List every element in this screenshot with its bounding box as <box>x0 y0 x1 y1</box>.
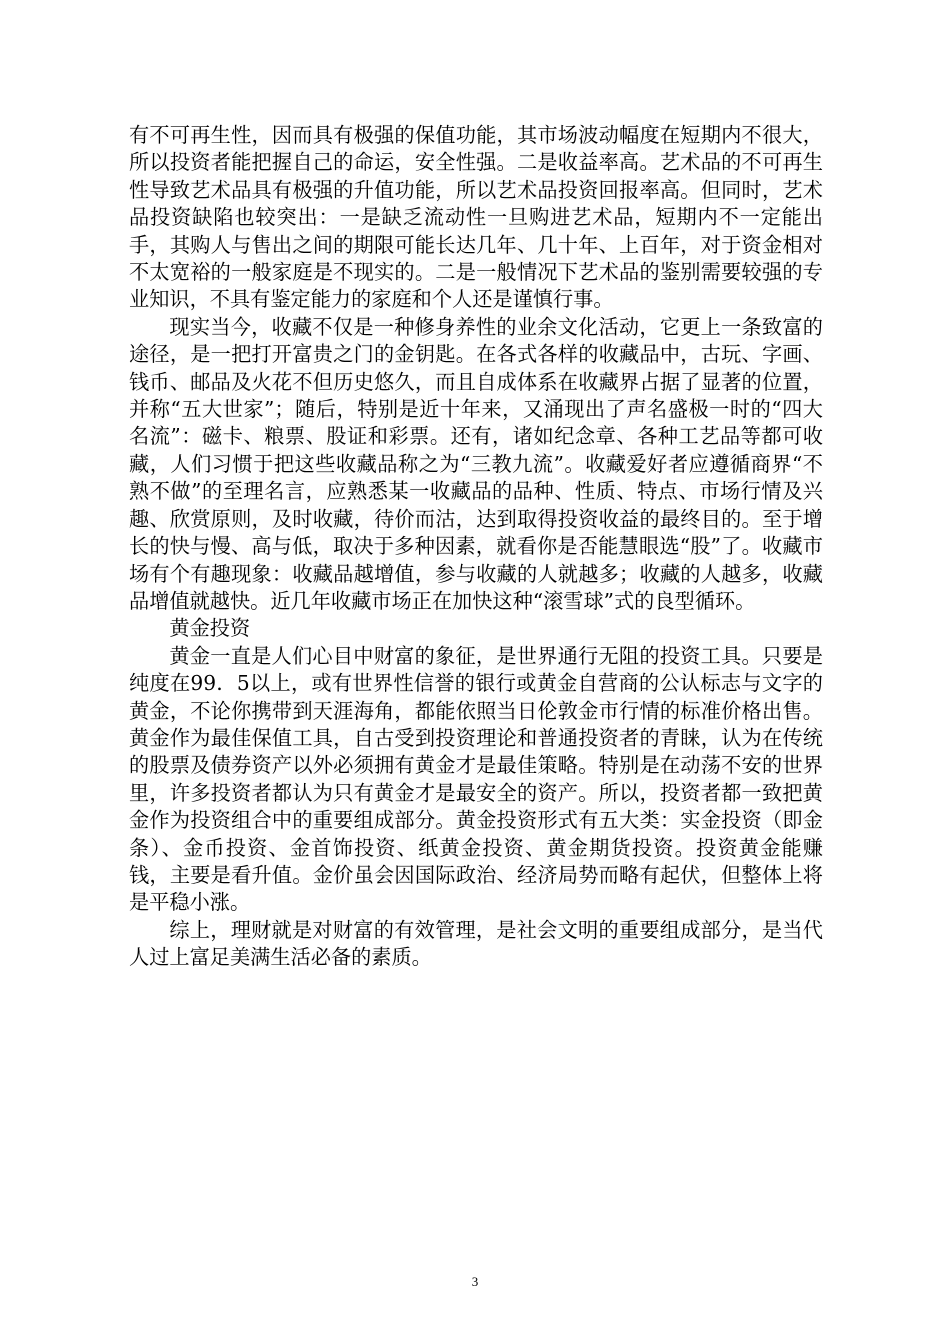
page-number: 3 <box>471 1274 479 1289</box>
paragraph-conclusion: 综上，理财就是对财富的有效管理，是社会文明的重要组成部分，是当代人过上富足美满生活必备的素质。 <box>129 917 823 970</box>
paragraph-gold-investment: 黄金一直是人们心目中财富的象征，是世界通行无阻的投资工具。只要是纯度在99．5以上，或有世界性信誉的银行或黄金自营商的公认标志与文字的黄金，不论你携带到天涯海角，都能依照当日伦敦金市行情的标准价格出售。黄金作为最佳保值工具，自古受到投资理论和普通投资者的青睐，认为在传统的股票及债券资产以外必须拥有黄金才是最佳策略。特别是在动荡不安的世界里，许多投资者都认为只有黄金才是最安全的资产。所以，投资者都一致把黄金作为投资组合中的重要组成部分。黄金投资形式有五大类：实金投资（即金条）、金币投资、金首饰投资、纸黄金投资、黄金期货投资。投资黄金能赚钱，主要是看升值。金价虽会因国际政治、经济局势而略有起伏，但整体上将是平稳小涨。 <box>129 643 823 915</box>
paragraph-collecting: 现实当今，收藏不仅是一种修身养性的业余文化活动，它更上一条致富的途径，是一把打开富贵之门的金钥匙。在各式各样的收藏品中，古玩、字画、钱币、邮品及火花不但历史悠久，而且自成体系在收藏界占据了显著的位置，并称“五大世家”；随后，特别是近十年来，又涌现出了声名盛极一时的“四大名流”：磁卡、粮票、股证和彩票。还有，诸如纪念章、各种工艺品等都可收藏，人们习惯于把这些收藏品称之为“三教九流”。收藏爱好者应遵循商界“不熟不做”的至理名言，应熟悉某一收藏品的品种、性质、特点、市场行情及兴趣、欣赏原则，及时收藏，待价而沽，达到取得投资收益的最终目的。至于增长的快与慢、高与低，取决于多种因素，就看你是否能慧眼选“股”了。收藏市场有个有趣现象：收藏品越增值，参与收藏的人就越多；收藏的人越多，收藏品增值就越快。近几年收藏市场正在加快这种“滚雪球”式的良型循环。 <box>129 314 823 613</box>
document-body <box>129 122 823 972</box>
paragraph-art-investment: 有不可再生性，因而具有极强的保值功能，其市场波动幅度在短期内不很大，所以投资者能把握自己的命运，安全性强。二是收益率高。艺术品的不可再生性导致艺术品具有极强的升值功能，所以艺术品投资回报率高。但同时，艺术品投资缺陷也较突出：一是缺乏流动性一旦购进艺术品，短期内不一定能出手，其购人与售出之间的期限可能长达几年、几十年、上百年，对于资金相对不太宽裕的一般家庭是不现实的。二是一般情况下艺术品的鉴别需要较强的专业知识，不具有鉴定能力的家庭和个人还是谨慎行事。 <box>129 123 823 312</box>
section-heading-gold-investment: 黄金投资 <box>169 616 251 641</box>
